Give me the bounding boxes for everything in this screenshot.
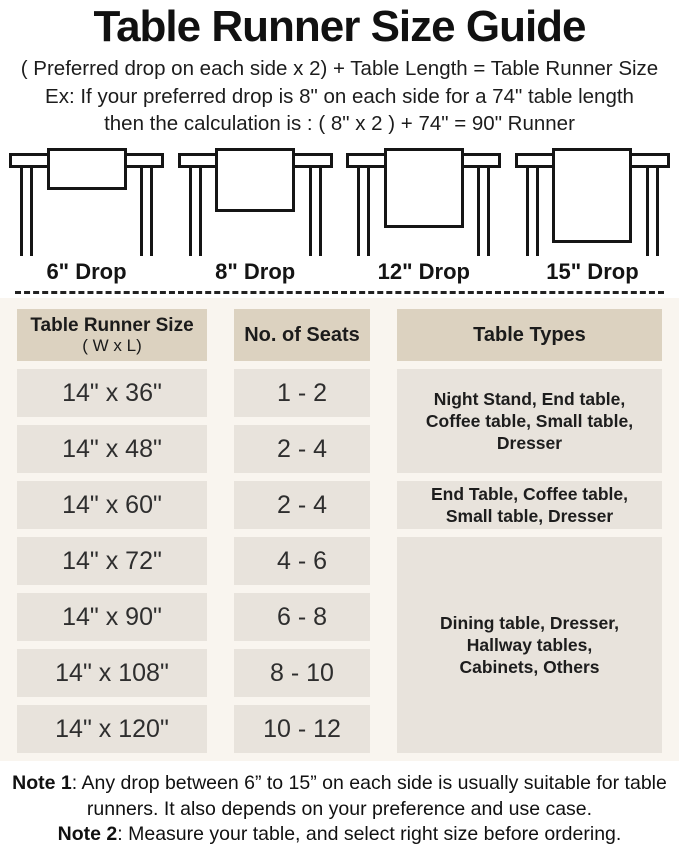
table-leg-graphic [526,166,539,256]
runner-graphic [47,148,127,190]
runner-size-cell: 14" x 48" [17,425,207,473]
note-2 [10,822,669,848]
runner-size-cell: 14" x 60" [17,481,207,529]
header-table-types: Table Types [397,309,662,361]
seats-cell: 2 - 4 [234,425,370,473]
table-illustration-8-drop [178,148,333,256]
seats-cell: 10 - 12 [234,705,370,753]
runner-size-cell: 14" x 72" [17,537,207,585]
table-leg-graphic [309,166,322,256]
drop-label-12: 12" Drop [377,259,470,284]
table-leg-graphic [140,166,153,256]
table-leg-graphic [646,166,659,256]
table-illustration-15-drop [515,148,670,256]
seats-cell: 2 - 4 [234,481,370,529]
formula-text: ( Preferred drop on each side x 2) + Table Length = Table Runner Size [20,57,659,80]
size-table-section [0,298,679,761]
runner-size-cell: 14" x 120" [17,705,207,753]
note-1 [10,771,669,822]
header-seats: No. of Seats [234,309,370,361]
size-table [17,309,662,753]
note-2-text: : Measure your table, and select right size before ordering. [117,823,622,845]
seats-cell: 8 - 10 [234,649,370,697]
note-1-text: : Any drop between 6” to 15” on each side is usually suitable for table runners. It also depends on your preference and use case. [71,772,667,820]
table-illustration-6-drop [9,148,164,256]
note-1-label: Note 1 [12,772,72,794]
note-2-label: Note 2 [57,823,118,845]
table-leg-graphic [189,166,202,256]
drop-label-8: 8" Drop [215,259,296,284]
runner-graphic [552,148,632,243]
table-leg-graphic [357,166,370,256]
runner-graphic [215,148,295,212]
runner-graphic [384,148,464,228]
drop-label-6: 6" Drop [46,259,127,284]
seats-cell: 1 - 2 [234,369,370,417]
dashed-divider [15,291,664,294]
header-runner-size [17,309,207,361]
header-runner-size-title: Table Runner Size [30,315,194,336]
header-runner-size-sub: ( W x L) [82,336,142,355]
table-types-group-2 [397,481,662,529]
drop-label-15: 15" Drop [546,259,639,284]
table-illustration-12-drop [346,148,501,256]
notes-section [0,761,679,848]
table-types-group-3 [397,537,662,753]
seats-cell: 6 - 8 [234,593,370,641]
example-line-2: then the calculation is : ( 8" x 2 ) + 74" = 90" Runner [104,112,575,135]
drop-labels-row [0,259,679,285]
example-line-1: Ex: If your preferred drop is 8" on each side for a 74" table length [45,85,634,108]
drop-illustrations [0,148,679,256]
runner-size-cell: 14" x 108" [17,649,207,697]
seats-cell: 4 - 6 [234,537,370,585]
table-leg-graphic [477,166,490,256]
table-types-group-1 [397,369,662,473]
runner-size-cell: 14" x 36" [17,369,207,417]
table-types-group-1-text: Night Stand, End table, Coffee table, Small table, Dresser [425,389,634,453]
table-types-group-3-text: Dining table, Dresser, Hallway tables, Cabinets, Others [440,613,619,677]
table-types-group-2-text: End Table, Coffee table, Small table, Dresser [430,484,629,526]
page-title: Table Runner Size Guide [93,2,586,51]
table-leg-graphic [20,166,33,256]
runner-size-cell: 14" x 90" [17,593,207,641]
